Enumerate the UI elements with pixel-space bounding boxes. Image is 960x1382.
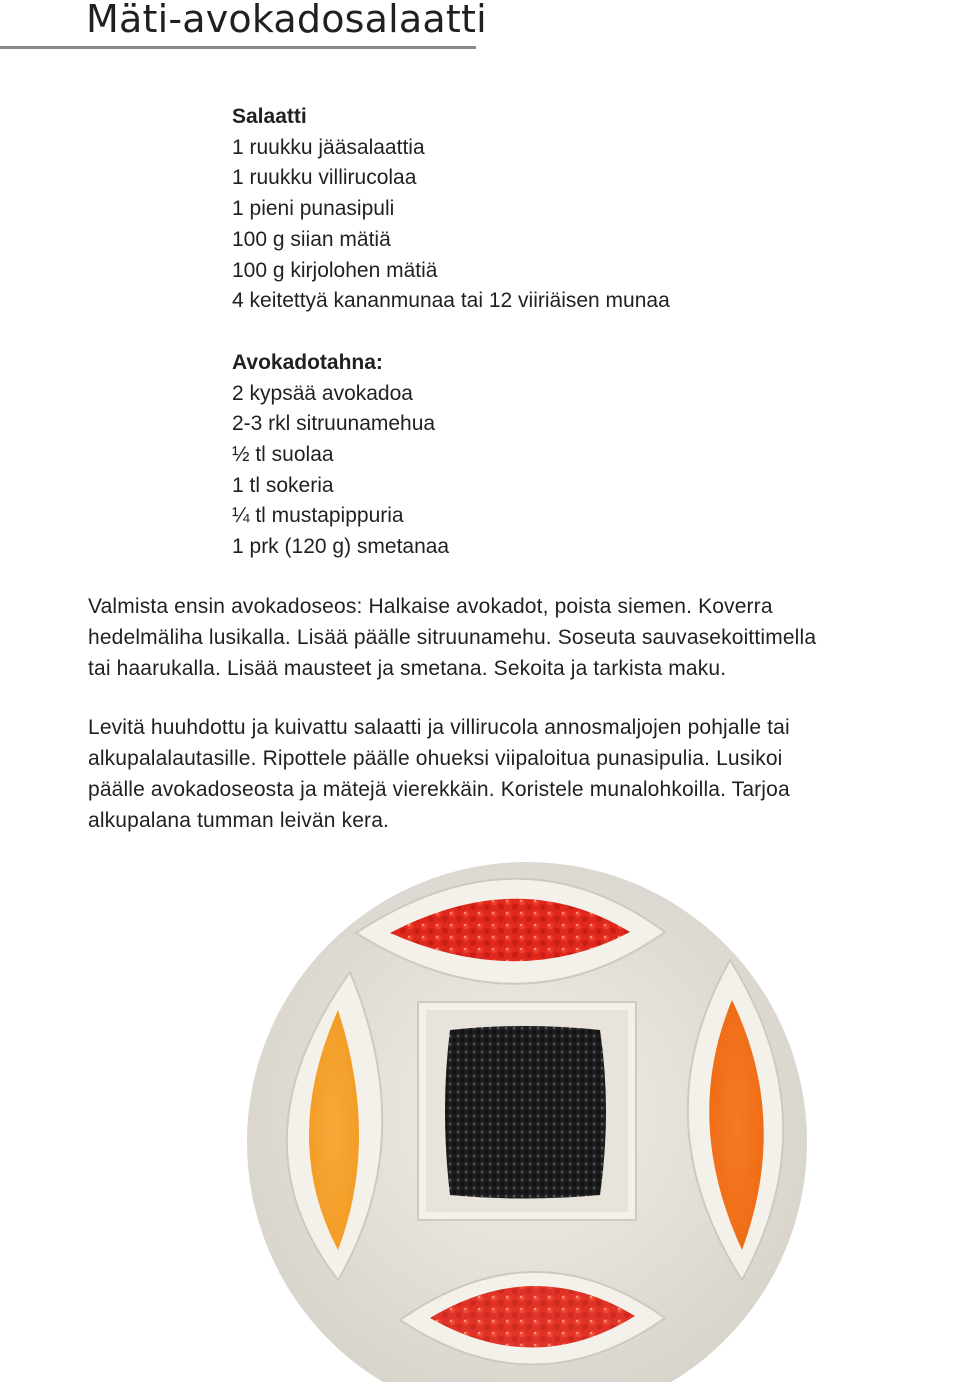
instruction-line: päälle avokadoseosta ja mätejä vierekkäin. Koristele munalohkoilla. Tarjoa: [88, 778, 790, 801]
instruction-line: alkupalalautasille. Ripottele päälle ohueksi viipaloitua punasipulia. Lusikoi: [88, 747, 783, 770]
ingredient-item: 2 kypsää avokadoa: [232, 381, 413, 405]
instruction-line: Levitä huuhdottu ja kuivattu salaatti ja villirucola annosmaljojen pohjalle tai: [88, 716, 790, 739]
ingredient-item: 1 ruukku villirucolaa: [232, 166, 417, 190]
instruction-line: tai haarukalla. Lisää mausteet ja smetana. Sekoita ja tarkista maku.: [88, 657, 727, 680]
serving-plate-photo: [0, 850, 960, 1382]
ingredient-item: 1 pieni punasipuli: [232, 197, 395, 221]
ingredient-item: 100 g kirjolohen mätiä: [232, 258, 438, 282]
ingredient-item: ¼ tl mustapippuria: [232, 504, 404, 528]
instruction-line: Valmista ensin avokadoseos: Halkaise avokadot, poista siemen. Koverra: [88, 595, 773, 618]
ingredient-item: 100 g siian mätiä: [232, 227, 391, 251]
instruction-line: hedelmäliha lusikalla. Lisää päälle sitruunamehu. Soseuta sauvasekoittimella: [88, 626, 817, 649]
ingredient-item: 1 prk (120 g) smetanaa: [232, 535, 450, 559]
title-underline: [0, 46, 476, 49]
instructions-paragraph-2: [88, 712, 958, 836]
dish-center: [418, 1002, 636, 1220]
ingredient-item: 1 ruukku jääsalaattia: [232, 135, 425, 159]
ingredient-item: 2-3 rkl sitruunamehua: [232, 412, 436, 436]
salad-heading: Salaatti: [232, 105, 307, 128]
avocado-heading: Avokadotahna:: [232, 350, 383, 374]
ingredient-item: 4 keitettyä kananmunaa tai 12 viiriäisen munaa: [232, 289, 670, 313]
page-title: Mäti-avokadosalaatti: [86, 0, 487, 41]
ingredients-block: [232, 102, 670, 563]
ingredient-item: 1 tl sokeria: [232, 473, 334, 497]
instructions-paragraph-1: [88, 591, 958, 684]
instruction-line: alkupalana tumman leivän kera.: [88, 809, 390, 832]
ingredient-item: ½ tl suolaa: [232, 443, 334, 467]
section-spacer: [232, 317, 670, 348]
